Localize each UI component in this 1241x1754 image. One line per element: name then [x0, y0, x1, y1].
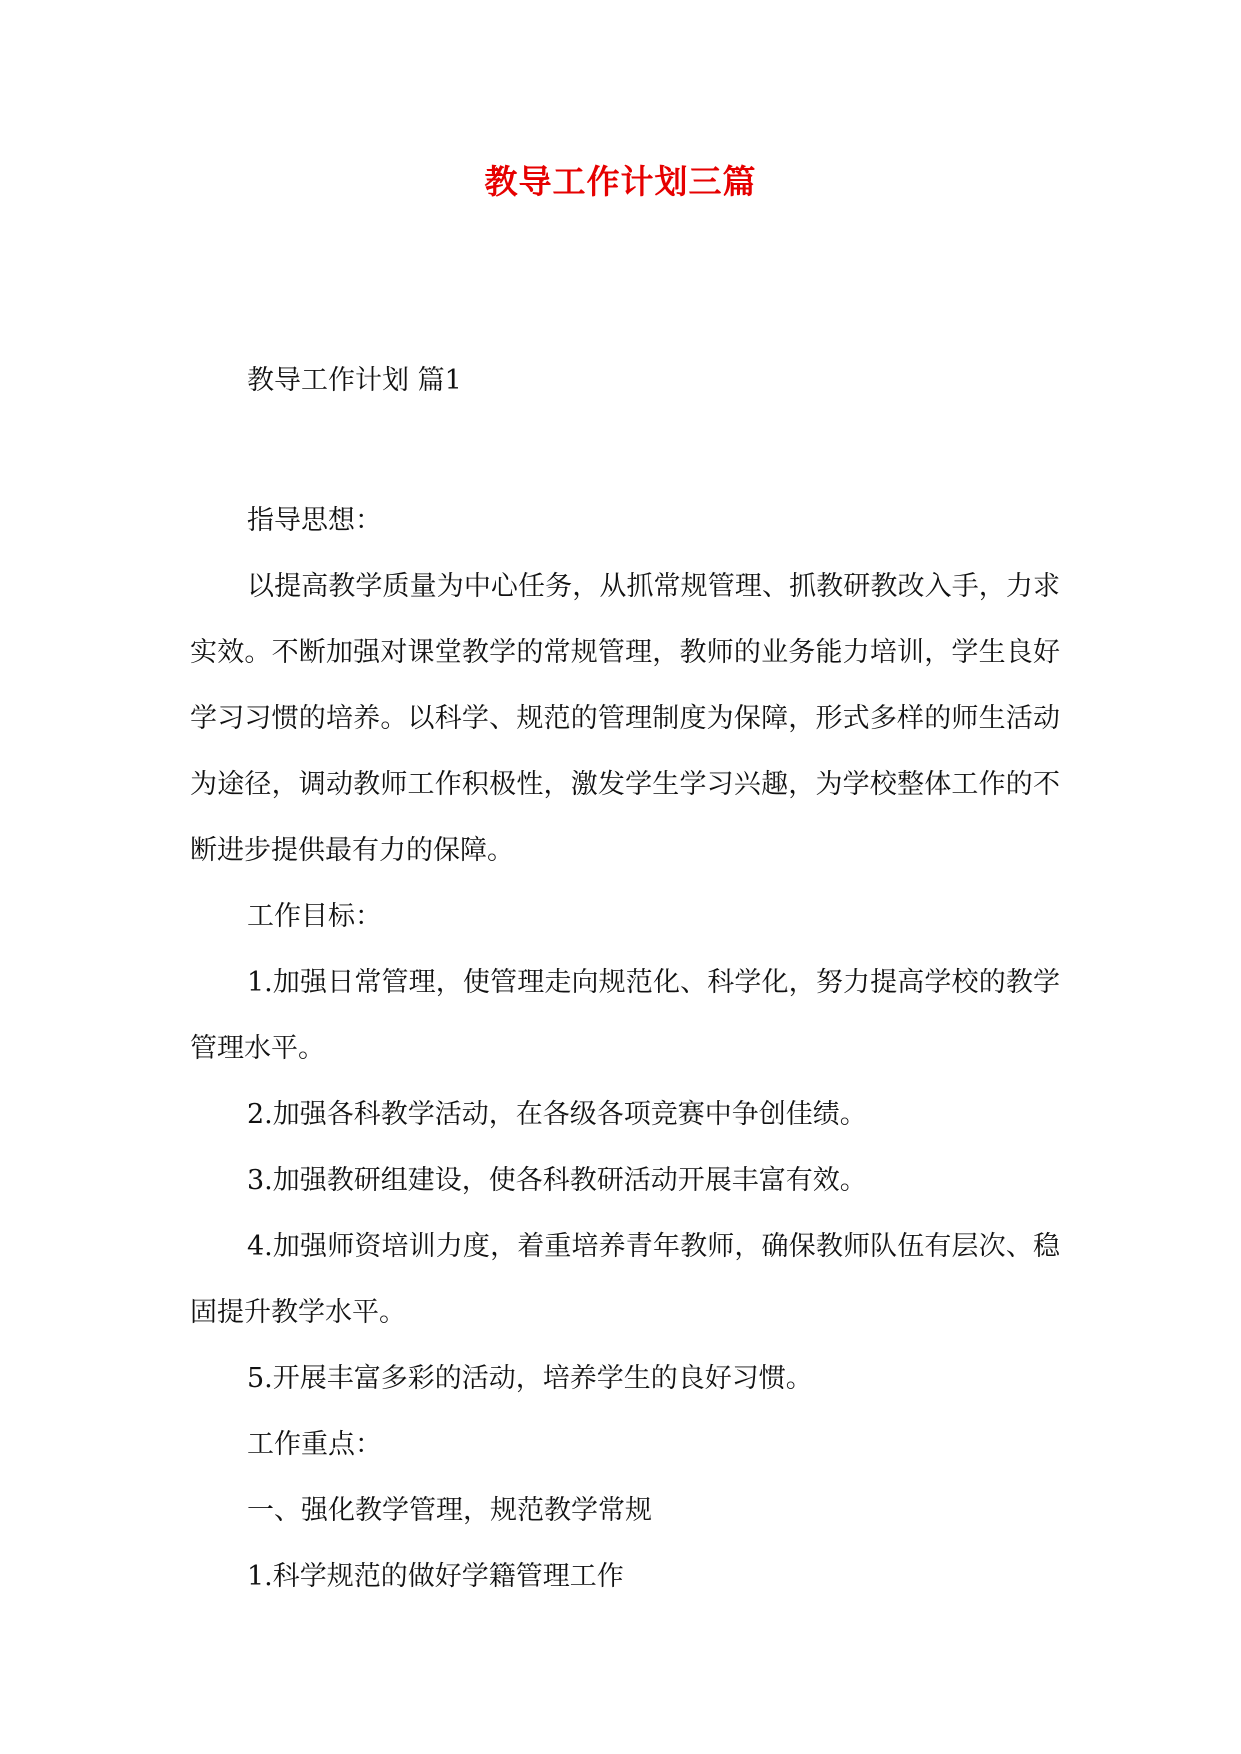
goal-item-3: 3.加强教研组建设，使各科教研活动开展丰富有效。 — [247, 1165, 867, 1196]
goal-item-1: 1.加强日常管理，使管理走向规范化、科学化，努力提高学校的教学管理水平。 — [190, 967, 1060, 1064]
paragraph-guiding-thought: 以提高教学质量为中心任务，从抓常规管理、抓教研教改入手，力求实效。不断加强对课堂教学的常规管理，教师的业务能力培训，学生良好学习习惯的培养。以科学、规范的管理制度为保障，形式多样的师生活动为途径，调动教师工作积极性，激发学生学习兴趣，为学校整体工作的不断进步提供最有力的保障。 — [190, 571, 1060, 866]
heading-guiding-thought: 指导思想： — [247, 505, 382, 536]
heading-work-goals: 工作目标： — [247, 901, 382, 932]
goal-item-2: 2.加强各科教学活动，在各级各项竞赛中争创佳绩。 — [247, 1099, 867, 1130]
document-body — [190, 488, 1060, 1610]
section-heading: 教导工作计划 篇1 — [247, 365, 462, 396]
focus-item-1: 1.科学规范的做好学籍管理工作 — [247, 1561, 624, 1592]
goal-item-4: 4.加强师资培训力度，着重培养青年教师，确保教师队伍有层次、稳固提升教学水平。 — [190, 1231, 1060, 1328]
goal-item-5: 5.开展丰富多彩的活动，培养学生的良好习惯。 — [247, 1363, 813, 1394]
heading-work-focus: 工作重点： — [247, 1429, 382, 1460]
focus-section-1: 一、强化教学管理，规范教学常规 — [247, 1495, 652, 1526]
document-title: 教导工作计划三篇 — [484, 162, 757, 201]
